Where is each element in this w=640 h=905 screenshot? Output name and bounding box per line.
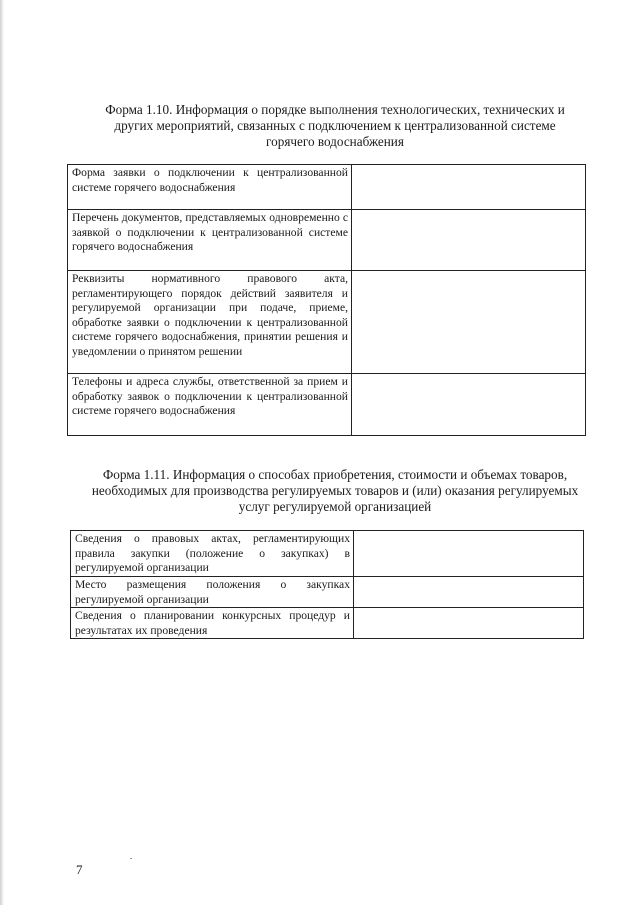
- row-label: Телефоны и адреса службы, ответственной за прием и обработку заявок о подключении к централизованной системе горячего водоснабжения: [68, 374, 352, 436]
- table-row: [68, 165, 586, 210]
- row-value-cell: [352, 210, 586, 271]
- form-1-10-title: [80, 102, 590, 150]
- scan-edge: [0, 0, 4, 905]
- row-label: Место размещения положения о закупках регулируемой организации: [71, 577, 354, 608]
- form-1-11-title: [70, 467, 600, 515]
- row-label: Сведения о правовых актах, регламентирующих правила закупки (положение о закупках) в регулируемой организации: [71, 531, 354, 577]
- form-1-11-title-line: услуг регулируемой организацией: [238, 499, 432, 514]
- row-value-cell: [354, 531, 584, 577]
- row-label: Реквизиты нормативного правового акта, регламентирующего порядок действий заявителя и регулируемой организации при подаче, приеме, обработке заявки о подключении к централизованной системе горячего водоснабжения, принятии решения и уведомлении о принятом решении: [68, 271, 352, 374]
- row-value-cell: [352, 271, 586, 374]
- form-1-10-title-line: горячего водоснабжения: [266, 134, 404, 149]
- table-row: [68, 271, 586, 374]
- form-1-11-title-line: необходимых для производства регулируемых товаров и (или) оказания регулируемых: [91, 483, 579, 498]
- form-1-10-title-line: других мероприятий, связанных с подключением к централизованной системе: [114, 118, 556, 133]
- row-label: Сведения о планировании конкурсных процедур и результатах их проведения: [71, 608, 354, 639]
- page-number: 7: [76, 862, 83, 877]
- row-value-cell: [352, 165, 586, 210]
- table-row: [71, 531, 584, 577]
- scan-speck: [130, 858, 132, 859]
- form-1-10-table: [67, 164, 586, 436]
- table-row: [68, 210, 586, 271]
- row-value-cell: [354, 577, 584, 608]
- row-value-cell: [352, 374, 586, 436]
- row-value-cell: [354, 608, 584, 639]
- table-row: [71, 577, 584, 608]
- row-label: Перечень документов, представляемых одновременно с заявкой о подключении к централизованной системе горячего водоснабжения: [68, 210, 352, 271]
- form-1-10-title-line: Форма 1.10. Информация о порядке выполнения технологических, технических и: [105, 102, 565, 117]
- table-row: [68, 374, 586, 436]
- table-row: [71, 608, 584, 639]
- row-label: Форма заявки о подключении к централизованной системе горячего водоснабжения: [68, 165, 352, 210]
- form-1-11-title-line: Форма 1.11. Информация о способах приобретения, стоимости и объемах товаров,: [102, 467, 568, 482]
- form-1-11-table: [70, 530, 584, 639]
